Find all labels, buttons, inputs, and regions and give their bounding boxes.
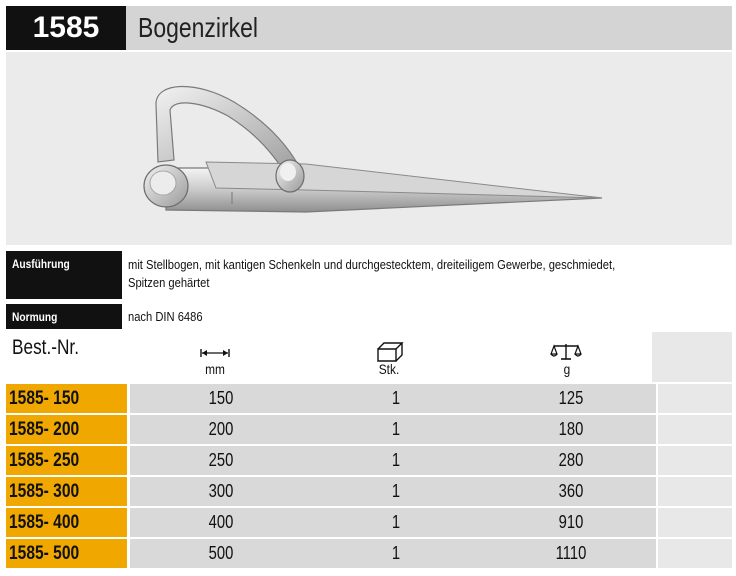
box-icon	[376, 341, 404, 363]
weight-value: 280	[558, 450, 584, 470]
table-row	[6, 384, 732, 415]
length-value: 150	[208, 388, 234, 408]
unit-g: g	[563, 361, 571, 377]
order-number-header: Best.-Nr.	[12, 336, 79, 359]
scale-icon	[550, 343, 582, 361]
quantity-value: 1	[391, 512, 401, 532]
length-value: 200	[208, 419, 234, 439]
product-header	[6, 6, 732, 50]
quantity-value: 1	[391, 419, 401, 439]
weight-value: 360	[558, 481, 584, 501]
weight-value: 180	[558, 419, 584, 439]
order-number: 1585- 250	[6, 446, 127, 475]
length-value: 400	[208, 512, 234, 532]
length-value: 500	[208, 543, 234, 563]
quantity-value: 1	[391, 481, 401, 501]
table-row	[6, 539, 732, 570]
info-value: mit Stellbogen, mit kantigen Schenkeln und durchgestecktem, dreiteiligem Gewerbe, geschmiedet, Spitzen gehärtet	[128, 257, 616, 290]
length-icon	[200, 347, 230, 359]
unit-stk: Stk.	[378, 361, 400, 377]
weight-value: 1110	[555, 543, 587, 563]
quantity-value: 1	[391, 543, 401, 563]
length-value: 300	[208, 481, 234, 501]
product-image	[6, 52, 732, 245]
product-number: 1585	[6, 6, 126, 50]
weight-value: 125	[558, 388, 584, 408]
quantity-value: 1	[391, 450, 401, 470]
order-number: 1585- 300	[6, 477, 127, 506]
info-label: Normung	[6, 304, 122, 329]
order-number: 1585- 400	[6, 508, 127, 537]
order-number: 1585- 200	[6, 415, 127, 444]
length-value: 250	[208, 450, 234, 470]
table-header-bg	[652, 332, 732, 382]
info-label: Ausführung	[6, 251, 122, 299]
table-row	[6, 477, 732, 508]
order-number: 1585- 500	[6, 539, 127, 568]
info-value: nach DIN 6486	[128, 309, 203, 324]
wing-compass-icon	[6, 52, 732, 245]
table-row	[6, 446, 732, 477]
order-number: 1585- 150	[6, 384, 127, 413]
table-row	[6, 508, 732, 539]
quantity-value: 1	[391, 388, 401, 408]
weight-value: 910	[558, 512, 584, 532]
product-title: Bogenzirkel	[138, 12, 258, 43]
table-row	[6, 415, 732, 446]
unit-mm: mm	[205, 361, 225, 377]
